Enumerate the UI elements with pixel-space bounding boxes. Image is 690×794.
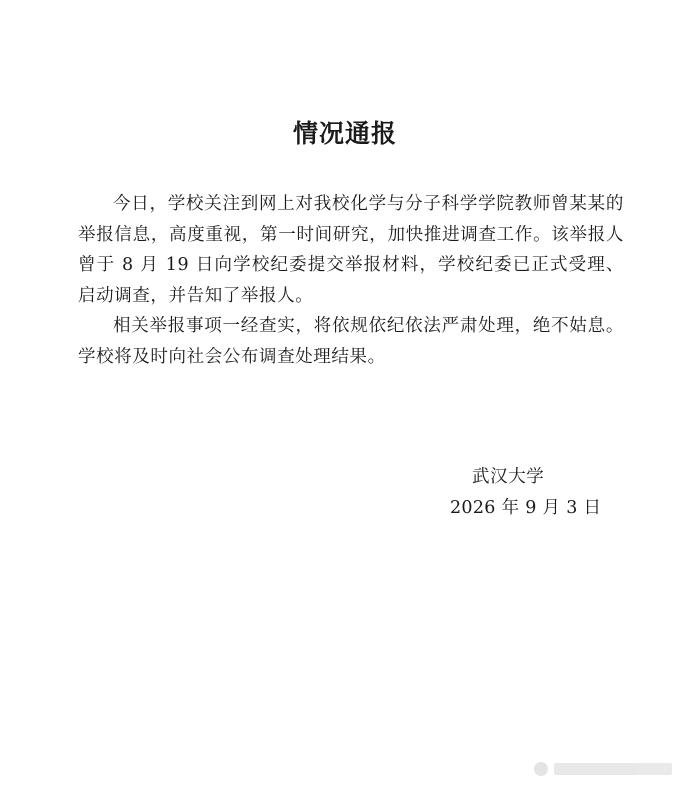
signature-date: 2026 年 9 月 3 日	[450, 498, 602, 518]
watermark-logo-icon	[534, 762, 548, 776]
signature-organization: 武汉大学	[472, 467, 545, 487]
weibo-watermark-icon	[534, 762, 672, 776]
notice-title: 情况通报	[292, 119, 397, 148]
watermark-text-shape	[554, 763, 672, 775]
notice-body	[78, 189, 624, 372]
notice-paragraph-1: 今日，学校关注到网上对我校化学与分子科学学院教师曾某某的举报信息，高度重视，第一时间研究，加快推进调查工作。该举报人曾于 8 月 19 日向学校纪委提交举报材料，学校纪委已正式受理、启动调查，并告知了举报人。	[78, 194, 624, 306]
notice-paragraph-2: 相关举报事项一经查实，将依规依纪依法严肃处理，绝不姑息。学校将及时向社会公布调查处理结果。	[78, 316, 624, 367]
